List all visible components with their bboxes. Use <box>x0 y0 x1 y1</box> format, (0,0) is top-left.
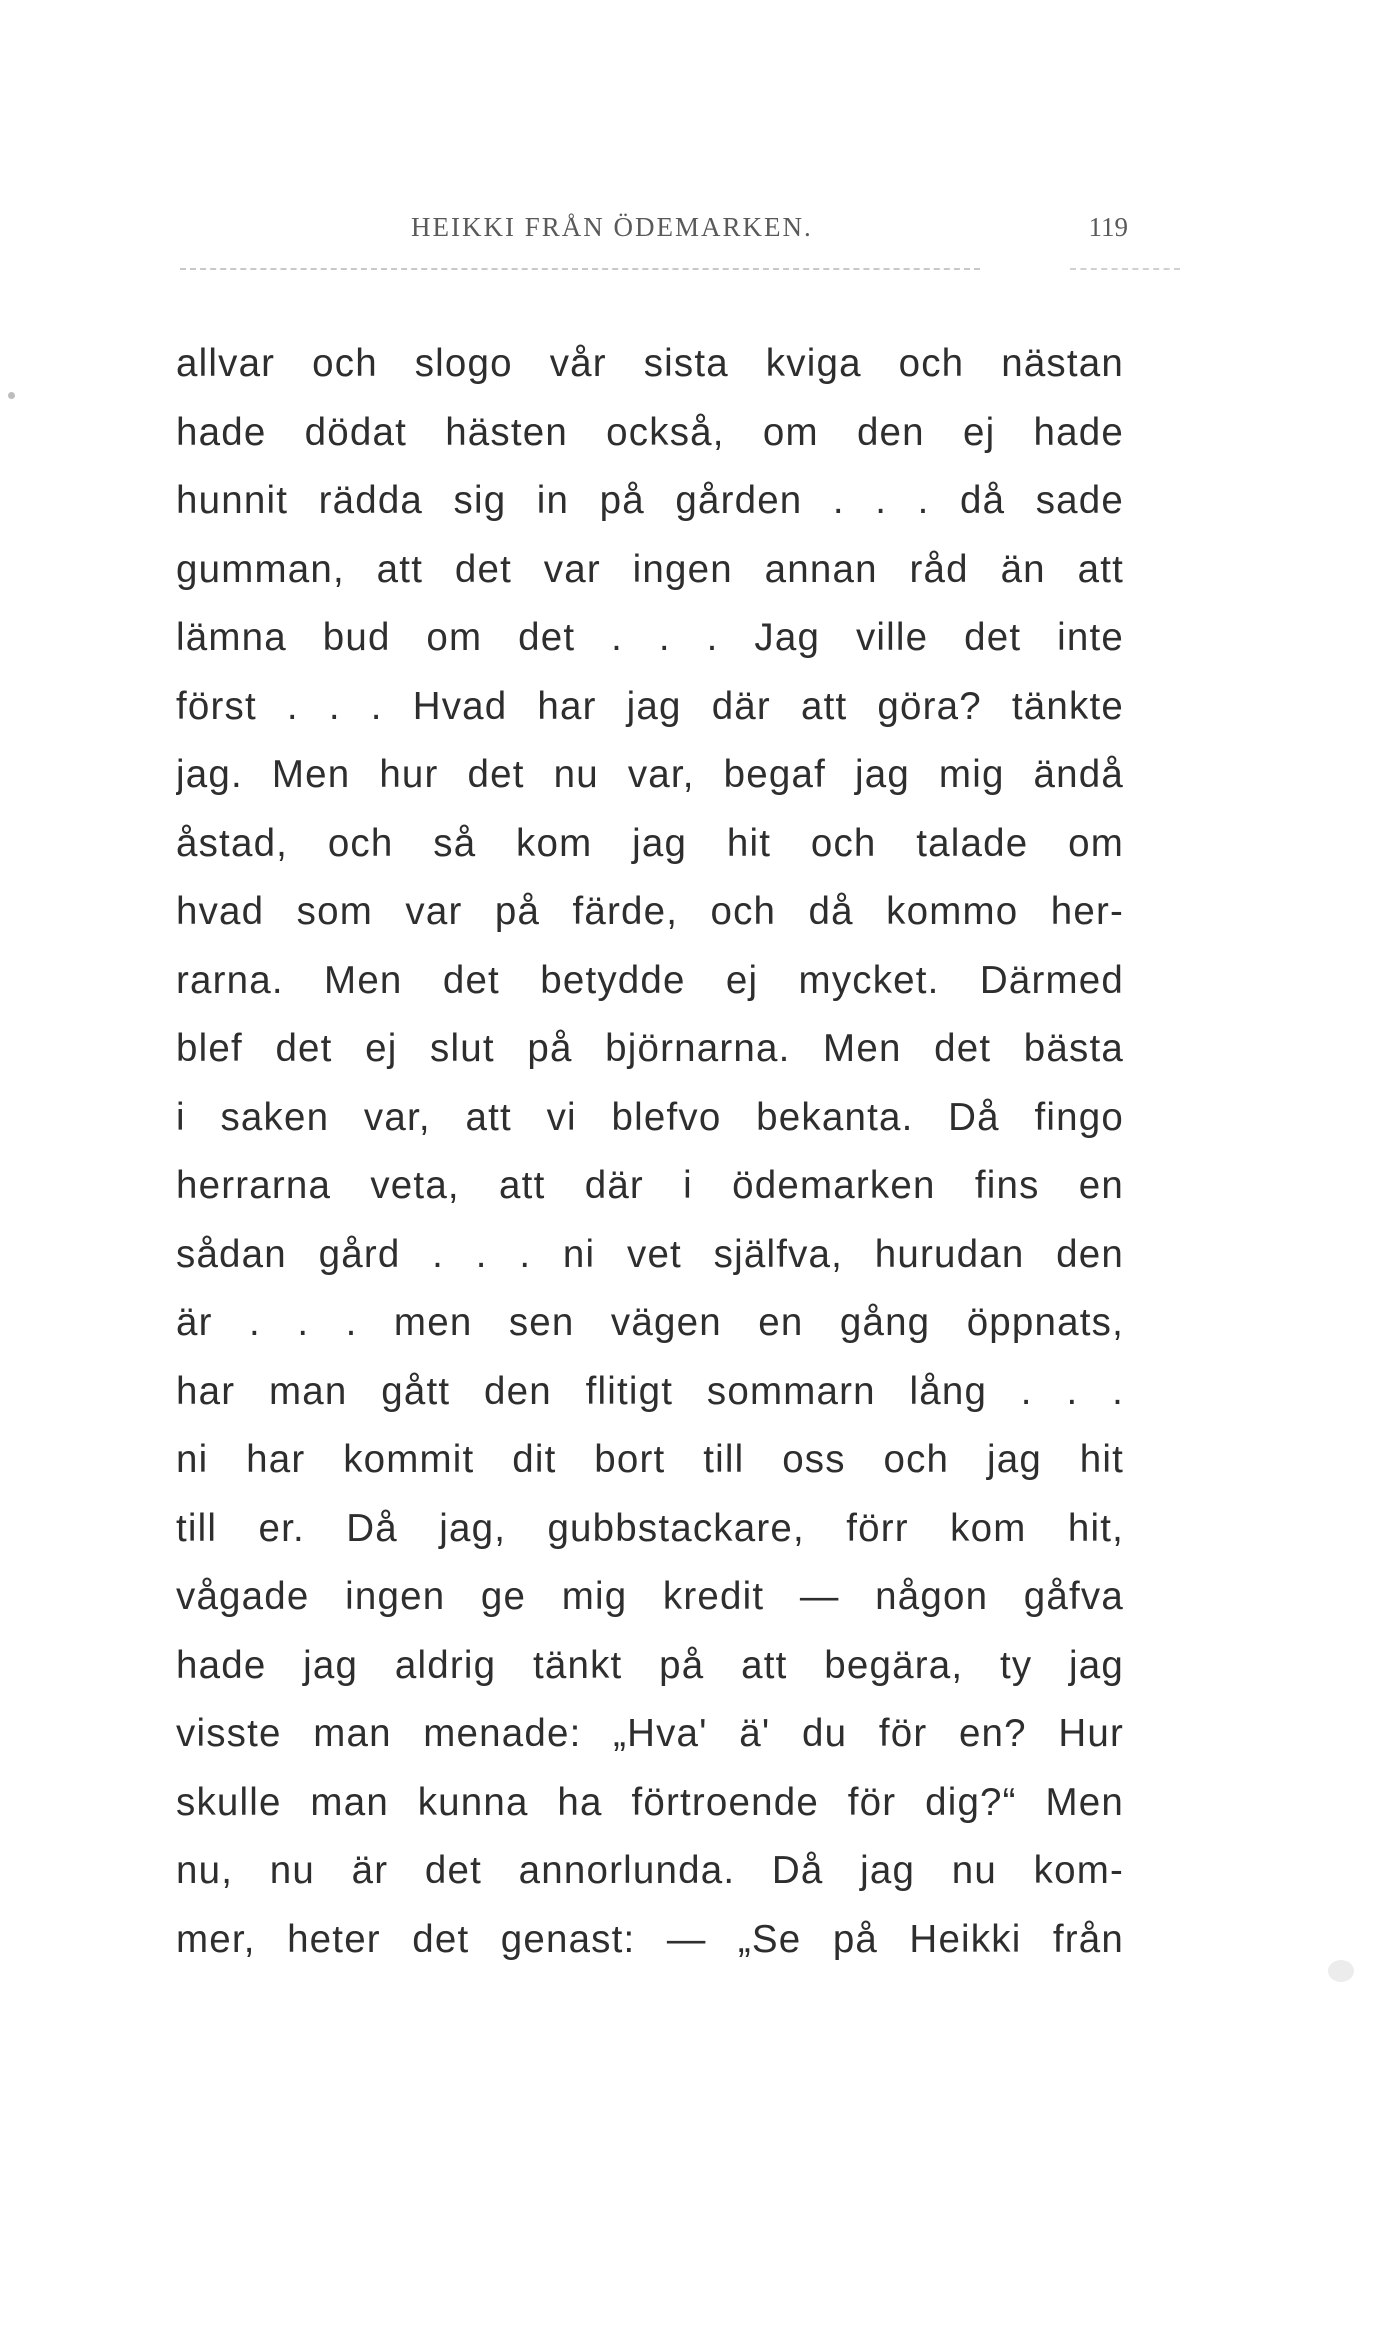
text-line: visste man menade: „Hva' ä' du för en? Hur <box>176 1712 1124 1755</box>
header-rule <box>180 268 980 270</box>
text-line: allvar och slogo vår sista kviga och nästan <box>176 342 1124 385</box>
text-line: herrarna veta, att där i ödemarken fins en <box>176 1164 1124 1207</box>
text-line: vågade ingen ge mig kredit — någon gåfva <box>176 1575 1124 1618</box>
text-line: lämna bud om det . . . Jag ville det inte <box>176 616 1124 659</box>
text-line: hunnit rädda sig in på gården . . . då sade <box>176 479 1124 522</box>
paper-speck <box>1328 1960 1354 1982</box>
running-title: HEIKKI FRÅN ÖDEMARKEN. <box>411 212 813 242</box>
text-line: skulle man kunna ha förtroende för dig?“ Men <box>176 1780 1124 1824</box>
text-line: först . . . Hvad har jag där att göra? tänkte <box>176 684 1124 728</box>
text-line: till er. Då jag, gubbstackare, förr kom hit, <box>176 1506 1124 1550</box>
text-line: i saken var, att vi blefvo bekanta. Då fingo <box>176 1095 1124 1139</box>
text-line: hade jag aldrig tänkt på att begära, ty jag <box>176 1643 1124 1687</box>
text-line: hade dödat hästen också, om den ej hade <box>176 410 1124 454</box>
text-line: gumman, att det var ingen annan råd än att <box>176 547 1124 591</box>
paper-speck <box>8 392 15 399</box>
text-line: blef det ej slut på björnarna. Men det bästa <box>176 1027 1124 1070</box>
text-line: nu, nu är det annorlunda. Då jag nu kom- <box>176 1849 1124 1892</box>
text-line: jag. Men hur det nu var, begaf jag mig ändå <box>176 753 1124 796</box>
page-number: 119 <box>1088 212 1128 242</box>
text-line: rarna. Men det betydde ej mycket. Därmed <box>176 958 1124 1002</box>
text-line: sådan gård . . . ni vet själfva, hurudan den <box>176 1232 1124 1276</box>
text-line: mer, heter det genast: — „Se på Heikki från <box>176 1917 1124 1961</box>
header-rule-right <box>1070 268 1180 270</box>
running-head <box>176 212 1176 256</box>
text-line: ni har kommit dit bort till oss och jag hit <box>176 1438 1124 1481</box>
text-line: hvad som var på färde, och då kommo her- <box>176 890 1124 933</box>
text-line: har man gått den flitigt sommarn lång . . . <box>176 1369 1124 1413</box>
text-line: åstad, och så kom jag hit och talade om <box>176 821 1124 865</box>
text-line: är . . . men sen vägen en gång öppnats, <box>176 1301 1124 1344</box>
body-text <box>176 330 1124 1974</box>
